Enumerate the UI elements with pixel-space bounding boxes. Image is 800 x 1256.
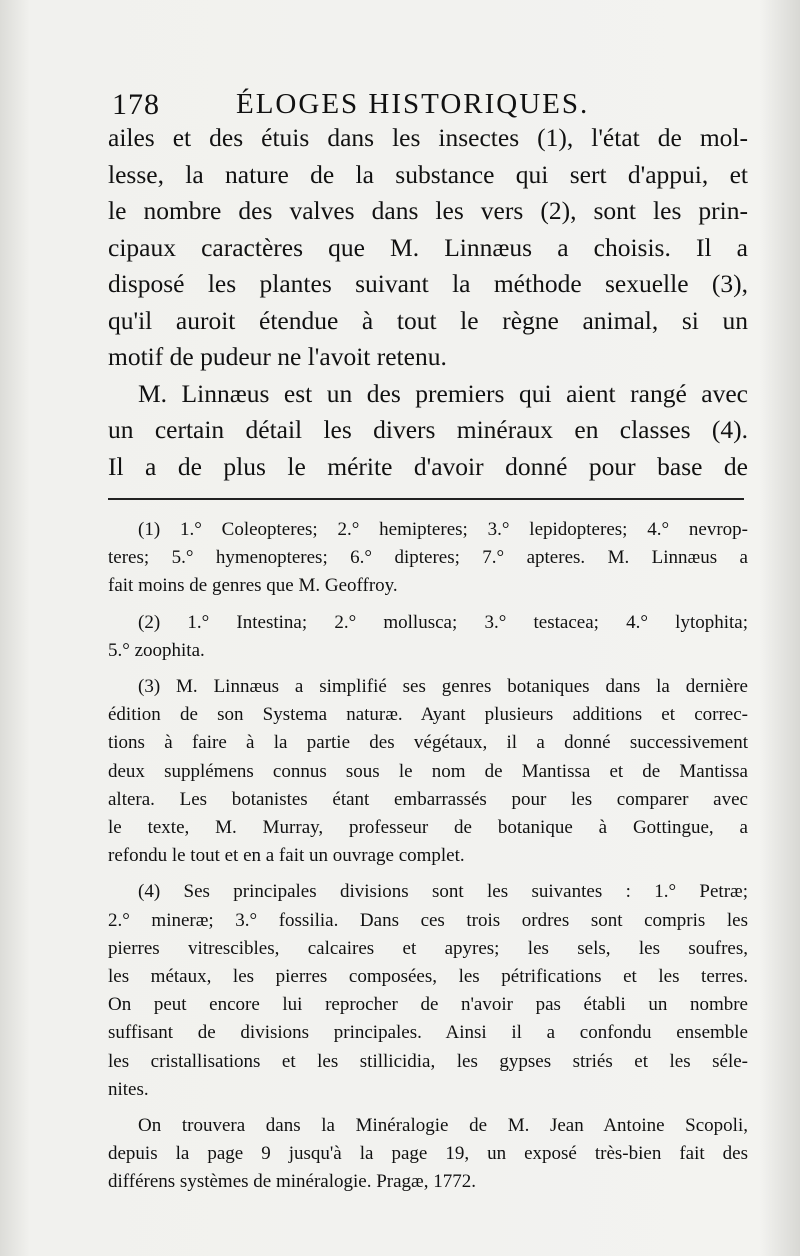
text-line: ailes et des étuis dans les insectes (1), l'état de mol-	[108, 123, 748, 152]
note-line: les cristallisations et les stillicidia, les gypses striés et les séle-	[108, 1050, 748, 1072]
footnotes	[108, 516, 748, 1205]
footnote-4-continuation	[108, 1112, 748, 1197]
note-line: fait moins de genres que M. Geoffroy.	[108, 575, 398, 597]
note-line: 5.° zoophita.	[108, 639, 205, 661]
note-line: On trouvera dans la Minéralogie de M. Jean Antoine Scopoli,	[138, 1115, 748, 1137]
note-line: les métaux, les pierres composées, les pétrifications et les terres.	[108, 966, 748, 988]
note-line: (4) Ses principales divisions sont les suivantes : 1.° Petræ;	[138, 881, 748, 903]
footnote-3	[108, 673, 748, 870]
note-line: suffisant de divisions principales. Ainsi il a confondu ensemble	[108, 1022, 748, 1044]
note-line: teres; 5.° hymenopteres; 6.° dipteres; 7.° apteres. M. Linnæus a	[108, 547, 748, 569]
text-line: lesse, la nature de la substance qui sert d'appui, et	[108, 159, 748, 189]
footnote-2	[108, 609, 748, 665]
note-line: nites.	[108, 1078, 149, 1100]
text-line: le nombre des valves dans les vers (2), sont les prin-	[108, 196, 748, 225]
footnote-4	[108, 878, 748, 1104]
note-line: 2.° mineræ; 3.° fossilia. Dans ces trois ordres sont compris les	[108, 909, 748, 931]
note-line: édition de son Systema naturæ. Ayant plusieurs additions et correc-	[108, 704, 748, 726]
note-line: (1) 1.° Coleopteres; 2.° hemipteres; 3.° lepidopteres; 4.° nevrop-	[138, 519, 748, 540]
footnote-rule	[108, 498, 744, 500]
note-line: deux supplémens connus sous le nom de Mantissa et de Mantissa	[108, 760, 748, 782]
note-line: le texte, M. Murray, professeur de botanique à Gottingue, a	[108, 817, 748, 839]
note-line: altera. Les botanistes étant embarrassés pour les comparer avec	[108, 788, 748, 810]
text-line: motif de pudeur ne l'avoit retenu.	[108, 342, 447, 371]
running-head: ÉLOGES HISTORIQUES.	[236, 88, 590, 120]
note-line: On peut encore lui reprocher de n'avoir pas établi un nombre	[108, 994, 748, 1016]
text-line: cipaux caractères que M. Linnæus a choisis. Il a	[108, 232, 748, 262]
text-line: M. Linnæus est un des premiers qui aient rangé avec	[138, 378, 748, 408]
text-line: Il a de plus le mérite d'avoir donné pour base de	[108, 451, 748, 481]
footnote-1	[108, 516, 748, 601]
note-line: tions à faire à la partie des végétaux, il a donné successivement	[108, 732, 748, 754]
note-line: depuis la page 9 jusqu'à la page 19, un exposé très-bien fait des	[108, 1143, 748, 1165]
note-line: refondu le tout et en a fait un ouvrage complet.	[108, 845, 465, 867]
page-number: 178	[112, 88, 160, 121]
note-line: pierres vitrescibles, calcaires et apyres; les sels, les soufres,	[108, 937, 748, 959]
main-text	[108, 120, 748, 485]
text-line: qu'il auroit étendue à tout le règne animal, si un	[108, 305, 748, 335]
note-line: différens systèmes de minéralogie. Pragæ, 1772.	[108, 1171, 476, 1193]
note-line: (2) 1.° Intestina; 2.° mollusca; 3.° testacea; 4.° lytophita;	[138, 611, 748, 633]
note-line: (3) M. Linnæus a simplifié ses genres botaniques dans la dernière	[138, 676, 748, 698]
text-line: un certain détail les divers minéraux en classes (4).	[108, 415, 748, 444]
text-line: disposé les plantes suivant la méthode sexuelle (3),	[108, 269, 748, 298]
